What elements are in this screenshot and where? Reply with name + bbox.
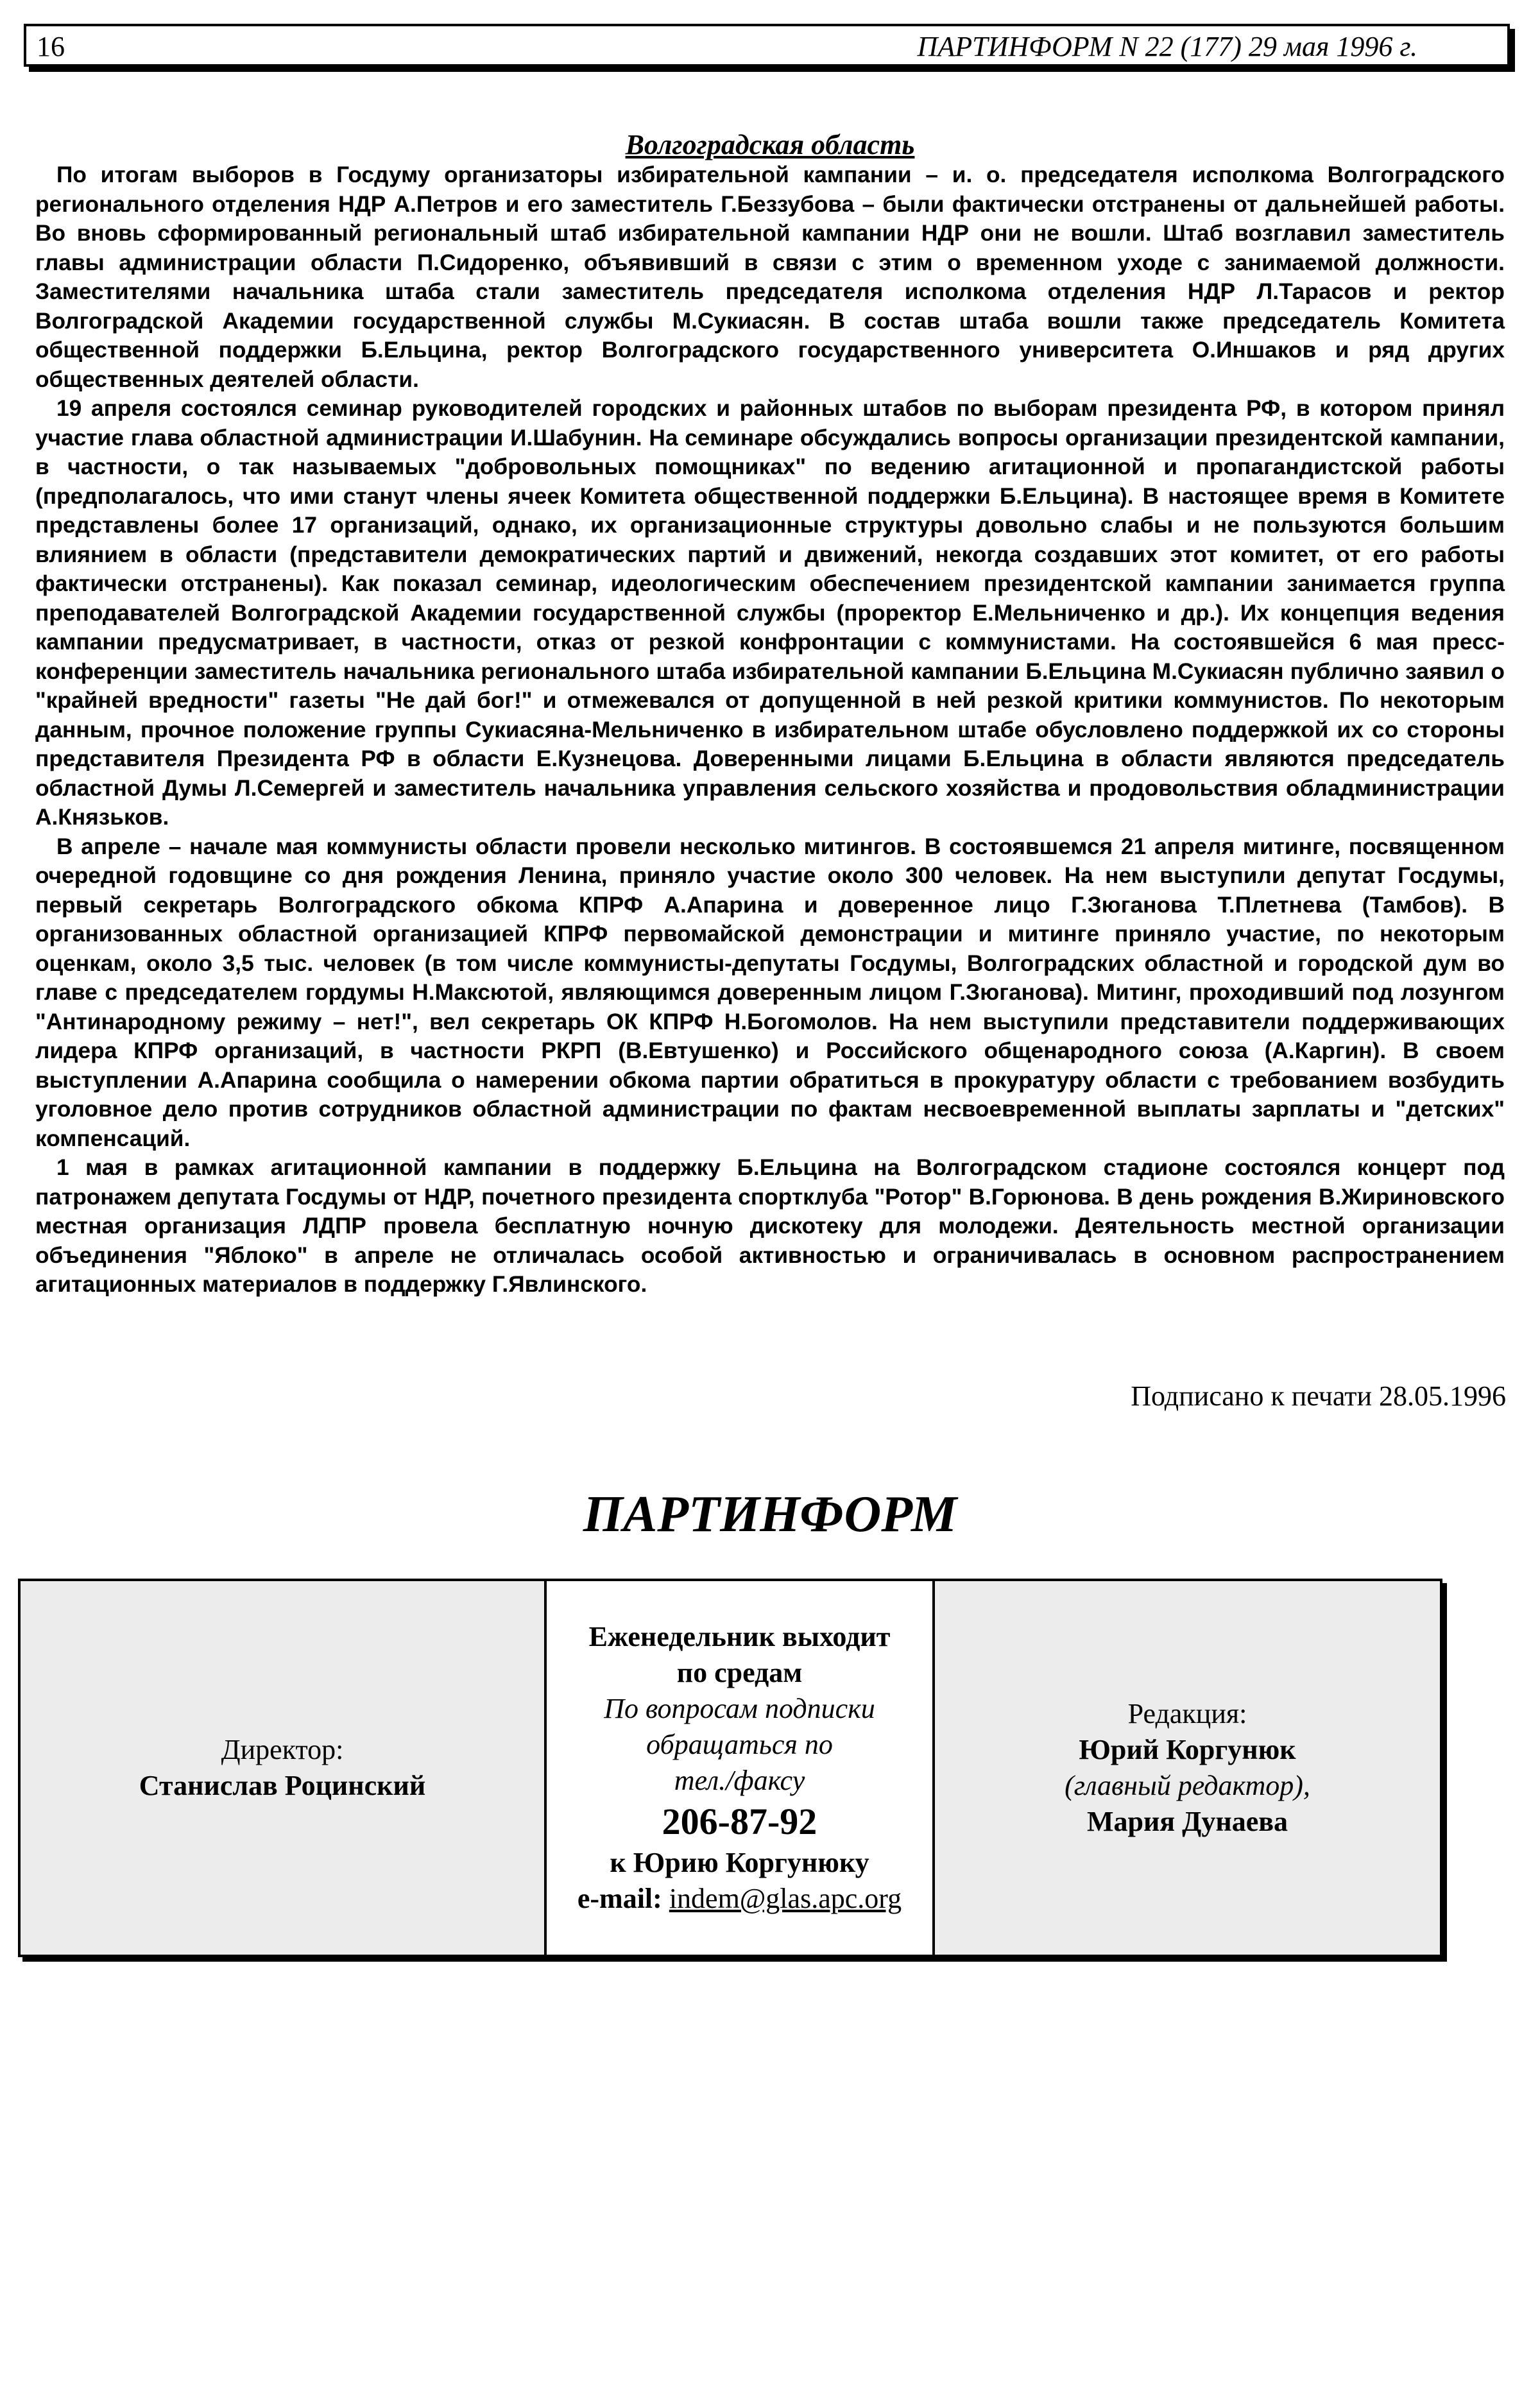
- subscription-cell: [547, 1581, 935, 1955]
- editor-role: (главный редактор),: [1065, 1770, 1310, 1801]
- editor-name: Юрий Коргунюк: [1079, 1734, 1296, 1765]
- director-label: Директор:: [221, 1734, 344, 1765]
- weekly-line-2: по средам: [676, 1657, 803, 1688]
- editorial-label: Редакция:: [1127, 1698, 1247, 1729]
- masthead-title: ПАРТИНФОРМ: [583, 1486, 957, 1543]
- subscribe-line-2: обращаться по: [646, 1729, 833, 1760]
- page-number: 16: [37, 31, 65, 62]
- editorial-cell: [935, 1581, 1440, 1955]
- contact-person: к Юрию Коргунюку: [610, 1847, 869, 1878]
- imprint-table: [18, 1579, 1442, 1957]
- director-cell: [21, 1581, 547, 1955]
- subscribe-line-1: По вопросам подписки: [604, 1693, 875, 1724]
- email-label: e-mail:: [577, 1883, 662, 1914]
- phone-number: 206-87-92: [662, 1801, 817, 1842]
- subscribe-line-3: тел./факсу: [674, 1765, 805, 1796]
- article-body: [35, 160, 1505, 1299]
- article-paragraph-3: В апреле – начале мая коммунисты области провели несколько митингов. В состоявшемся 21 апреля митинге, посвященном очередной годовщине со дня рождения Ленина, приняло участие около 300 человек. На нем выступили депутат Госдумы, первый секретарь Волгоградского обкома КПРФ А.Апарина и доверенное лицо Г.Зюганова Т.Плетнева (Тамбов). В организованных областной организацией КПРФ первомайской демонстрации и митинге приняло участие, по некоторым оценкам, около 3,5 тыс. человек (в том числе коммунисты-депутаты Госдумы, Волгоградских областной и городской дум во главе с председателем гордумы Н.Максютой, являющимся доверенным лицом Г.Зюганова). Митинг, проходивший под лозунгом "Антинародному режиму – нет!", вел секретарь ОК КПРФ Н.Богомолов. На нем выступили представители поддерживающих лидера КПРФ организаций, в частности РКРП (В.Евтушенко) и Российского общенародного союза (А.Каргин). В своем выступлении А.Апарина сообщила о намерении обкома партии обратиться в прокуратуру области с требованием возбудить уголовное дело против сотрудников областной администрации по фактам несвоевременной выплаты зарплаты и "детских" компенсаций.: [35, 834, 1505, 1151]
- issue-title: ПАРТИНФОРМ N 22 (177) 29 мая 1996 г.: [917, 31, 1417, 62]
- weekly-line-1: Еженедельник выходит: [588, 1621, 891, 1652]
- email-row: [578, 1881, 902, 1917]
- director-name: Станислав Роцинский: [139, 1770, 426, 1801]
- editor2-name: Мария Дунаева: [1086, 1806, 1288, 1837]
- email-link[interactable]: indem@glas.apc.org: [669, 1883, 902, 1914]
- page-header: [24, 24, 1510, 67]
- section-title: Волгоградская область: [625, 129, 915, 160]
- article-paragraph-4: 1 мая в рамках агитационной кампании в поддержку Б.Ельцина на Волгоградском стадионе состоялся концерт под патронажем депутата Госдумы от НДР, почетного президента спортклуба "Ротор" В.Горюнова. В день рождения В.Жириновского местная организация ЛДПР провела бесплатную ночную дискотеку для молодежи. Деятельность местной организации объединения "Яблоко" в апреле не отличалась особой активностью и ограничивалась в основном распространением агитационных материалов в поддержку Г.Явлинского.: [35, 1155, 1505, 1297]
- article-paragraph-1: По итогам выборов в Госдуму организаторы избирательной кампании – и. о. председателя исполкома Волгоградского регионального отделения НДР А.Петров и его заместитель Г.Беззубова – были фактически отстранены от дальнейшей работы. Во вновь сформированный региональный штаб избирательной кампании НДР они не вошли. Штаб возглавил заместитель главы администрации области П.Сидоренко, объявивший в связи с этим о временном уходе с занимаемой должности. Заместителями начальника штаба стали заместитель председателя исполкома отделения НДР Л.Тарасов и ректор Волгоградской Академии государственной службы М.Сукиасян. В состав штаба вошли также председатель Комитета общественной поддержки Б.Ельцина, ректор Волгоградского государственного университета О.Иншаков и ряд других общественных деятелей области.: [35, 162, 1505, 392]
- signed-for-print: Подписано к печати 28.05.1996: [1131, 1380, 1506, 1412]
- article-paragraph-2: 19 апреля состоялся семинар руководителей городских и районных штабов по выборам президента РФ, в котором принял участие глава областной администрации И.Шабунин. На семинаре обсуждались вопросы организации президентской кампании, в частности, о так называемых "добровольных помощниках" по ведению агитационной и пропагандистской работы (предполагалось, что ими станут члены ячеек Комитета общественной поддержки Б.Ельцина). В настоящее время в Комитете представлены более 17 организаций, однако, их организационные структуры довольно слабы и не пользуются большим влиянием в области (представители демократических партий и движений, некогда создавших этот комитет, от его работы фактически отстранены). Как показал семинар, идеологическим обеспечением президентской кампании занимается группа преподавателей Волгоградской Академии государственной службы (проректор Е.Мельниченко и др.). Их концепция ведения кампании предусматривает, в частности, отказ от резкой конфронтации с коммунистами. На состоявшейся 6 мая пресс-конференции заместитель начальника регионального штаба избирательной кампании Б.Ельцина М.Сукиасян публично заявил о "крайней вредности" газеты "Не дай бог!" и отмежевался от допущенной в ней резкой критики коммунистов. По некоторым данным, прочное положение группы Сукиасяна-Мельниченко в избирательном штабе обусловлено поддержкой их со стороны представителя Президента РФ в области Е.Кузнецова. Доверенными лицами Б.Ельцина в области являются председатель областной Думы Л.Семергей и заместитель начальника управления сельского хозяйства и продовольствия обладминистрации А.Князьков.: [35, 396, 1505, 830]
